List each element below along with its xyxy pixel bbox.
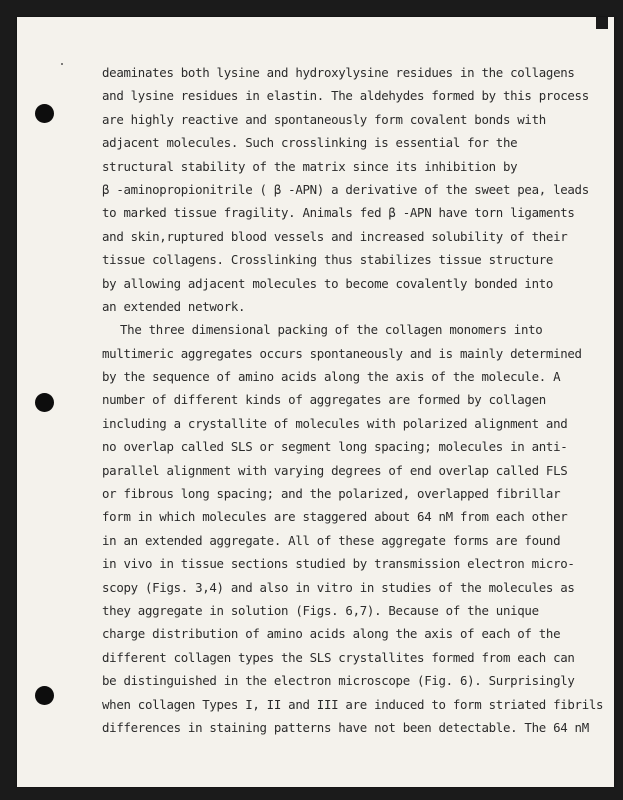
document-body xyxy=(102,61,604,739)
text-line: different collagen types the SLS crystallites formed from each can xyxy=(102,649,575,665)
punch-hole-top xyxy=(35,104,54,123)
document-page xyxy=(17,17,614,787)
text-line: when collagen Types I, II and III are induced to form striated fibrils xyxy=(102,696,604,712)
text-line: adjacent molecules. Such crosslinking is essential for the xyxy=(102,135,518,151)
text-line: or fibrous long spacing; and the polarized, overlapped fibrillar xyxy=(102,486,561,502)
text-line: tissue collagens. Crosslinking thus stabilizes tissue structure xyxy=(102,252,554,268)
text-line: no overlap called SLS or segment long spacing; molecules in anti- xyxy=(102,439,568,455)
text-line: parallel alignment with varying degrees of end overlap called FLS xyxy=(102,462,568,478)
text-line: differences in staining patterns have not been detectable. The 64 nM xyxy=(102,719,589,735)
text-line: and lysine residues in elastin. The aldehydes formed by this process xyxy=(102,88,589,104)
text-line: deaminates both lysine and hydroxylysine residues in the collagens xyxy=(102,65,575,80)
text-line: multimeric aggregates occurs spontaneously and is mainly determined xyxy=(102,345,582,361)
text-line: be distinguished in the electron microscope (Fig. 6). Surprisingly xyxy=(102,673,575,689)
text-line: in vivo in tissue sections studied by transmission electron micro- xyxy=(102,556,575,572)
text-line: to marked tissue fragility. Animals fed β -APN have torn ligaments xyxy=(102,205,575,221)
paragraph-start-line: The three dimensional packing of the collagen monomers into xyxy=(120,322,543,338)
text-line: an extended network. xyxy=(102,298,246,314)
text-line: they aggregate in solution (Figs. 6,7). Because of the unique xyxy=(102,602,539,618)
punch-hole-bottom xyxy=(35,686,54,705)
text-line: and skin,ruptured blood vessels and increased solubility of their xyxy=(102,228,568,244)
speck xyxy=(61,63,63,65)
text-line: by the sequence of amino acids along the axis of the molecule. A xyxy=(102,369,561,385)
text-line: by allowing adjacent molecules to become covalently bonded into xyxy=(102,275,554,291)
text-line: charge distribution of amino acids along the axis of each of the xyxy=(102,626,561,642)
text-line: number of different kinds of aggregates are formed by collagen xyxy=(102,392,546,408)
text-line: are highly reactive and spontaneously form covalent bonds with xyxy=(102,111,546,127)
text-line: β -aminopropionitrile ( β -APN) a derivative of the sweet pea, leads xyxy=(102,181,589,197)
text-line: in an extended aggregate. All of these aggregate forms are found xyxy=(102,532,561,548)
text-line: including a crystallite of molecules with polarized alignment and xyxy=(102,415,568,431)
page-corner xyxy=(596,17,608,29)
text-line: scopy (Figs. 3,4) and also in vitro in studies of the molecules as xyxy=(102,579,575,595)
text-line: form in which molecules are staggered about 64 nM from each other xyxy=(102,509,568,525)
punch-hole-middle xyxy=(35,393,54,412)
text-line: structural stability of the matrix since its inhibition by xyxy=(102,158,518,174)
